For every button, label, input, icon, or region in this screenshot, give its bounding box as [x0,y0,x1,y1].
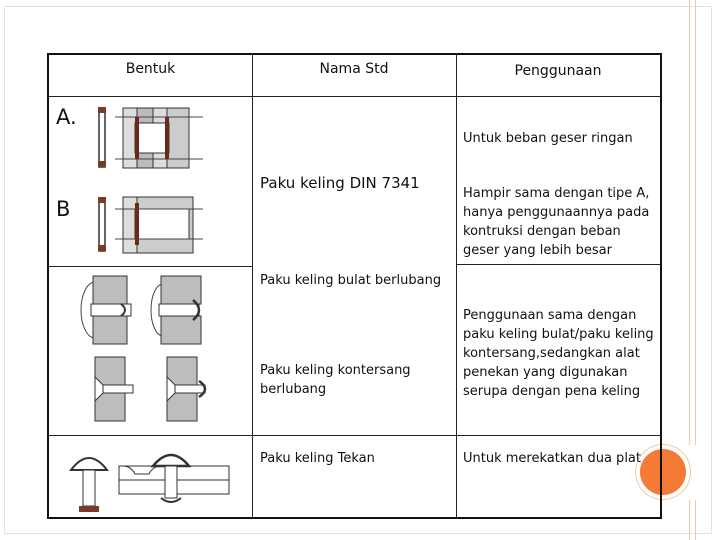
header-shape: Bentuk [125,61,176,77]
rivet-table [47,53,662,519]
row-label-a: A. [56,105,77,129]
rivet-name-round-hollow: Paku keling bulat berlubang [260,273,442,288]
table-grid-line [456,55,457,517]
table-grid-line [456,264,660,265]
usage-type-b: Hampir sama dengan tipe A, hanya penggunaannya pada kontruksi dengan beban geser yang lebih besar [463,186,650,258]
header-usage: Penggunaan [514,63,602,79]
table-grid-line [252,55,253,517]
table-grid-line [49,96,660,97]
rivet-press-drawing [67,444,245,516]
rivet-din-7341-type-b-drawing [95,193,207,255]
rivet-countersunk-hollow-drawing [89,353,224,425]
decorative-line [695,0,696,445]
usage-countersunk-hollow: Penggunaan sama dengan paku keling bulat/paku keling kontersang,sedangkan alat penekan yang digunakan serupa dengan pena keling [463,308,654,399]
rivet-round-hollow-drawing [77,272,222,348]
usage-type-a: Untuk beban geser ringan [463,131,633,146]
usage-press: Untuk merekatkan dua plat [463,451,641,466]
rivet-name-press: Paku keling Tekan [260,451,375,466]
rivet-name-din-7341: Paku keling DIN 7341 [260,174,420,192]
row-label-b: B [56,197,71,221]
decorative-line [695,500,696,540]
rivet-name-countersunk-hollow: Paku keling kontersang berlubang [260,363,411,397]
header-std-name: Nama Std [319,61,389,77]
decorative-line [689,500,690,540]
table-grid-line [49,266,252,267]
rivet-din-7341-type-a-drawing [95,103,207,171]
table-grid-line [49,435,660,436]
decorative-line [689,0,690,445]
